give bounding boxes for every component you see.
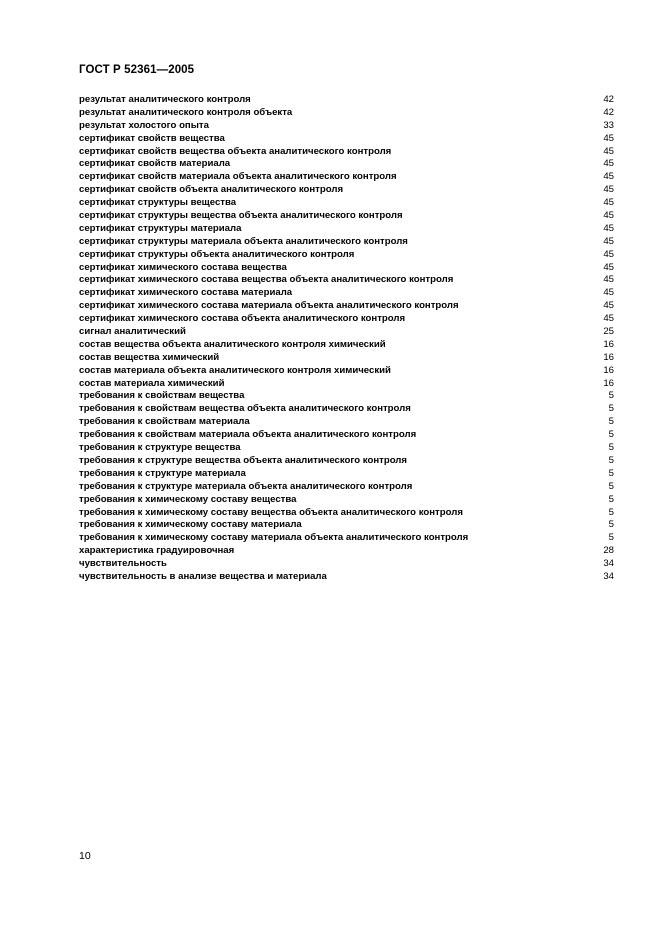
index-page-ref: 45 bbox=[603, 132, 614, 144]
index-term: требования к структуре вещества bbox=[79, 442, 241, 454]
index-entry bbox=[79, 210, 614, 223]
index-term: состав вещества объекта аналитического контроля химический bbox=[79, 338, 386, 350]
index-entry bbox=[79, 171, 614, 184]
index-entry bbox=[79, 545, 614, 558]
index-page-ref: 25 bbox=[603, 326, 614, 338]
index-page-ref: 45 bbox=[603, 210, 614, 222]
index-page-ref: 5 bbox=[608, 454, 614, 466]
index-term: состав материала химический bbox=[79, 377, 225, 389]
index-term: требования к химическому составу материала объекта аналитического контроля bbox=[79, 532, 469, 544]
index-term: требования к химическому составу материала bbox=[79, 519, 302, 531]
index-page-ref: 16 bbox=[603, 364, 614, 376]
index-term: требования к свойствам вещества bbox=[79, 390, 245, 402]
index-page-ref: 5 bbox=[608, 480, 614, 492]
index-page-ref: 42 bbox=[603, 106, 614, 118]
index-term: сертификат химического состава материала bbox=[79, 287, 293, 299]
index-term: сертификат свойств материала bbox=[79, 158, 231, 170]
index-term: требования к свойствам вещества объекта аналитического контроля bbox=[79, 403, 411, 415]
index-entry bbox=[79, 274, 614, 287]
index-page-ref: 5 bbox=[608, 390, 614, 402]
index-term: результат аналитического контроля объекта bbox=[79, 106, 293, 118]
index-term: сертификат свойств вещества bbox=[79, 132, 225, 144]
index-page-ref: 45 bbox=[603, 235, 614, 247]
index-page-ref: 45 bbox=[603, 158, 614, 170]
index-term: требования к химическому составу вещества bbox=[79, 493, 297, 505]
index-page-ref: 45 bbox=[603, 313, 614, 325]
document-header: ГОСТ Р 52361—2005 bbox=[79, 64, 195, 76]
index-page-ref: 5 bbox=[608, 429, 614, 441]
index-entry bbox=[79, 133, 614, 146]
index-entry bbox=[79, 455, 614, 468]
index-term: сертификат химического состава материала объекта аналитического контроля bbox=[79, 300, 459, 312]
index-page-ref: 34 bbox=[603, 570, 614, 582]
index-entry bbox=[79, 532, 614, 545]
index-entry bbox=[79, 107, 614, 120]
index-entry bbox=[79, 365, 614, 378]
index-page-ref: 45 bbox=[603, 197, 614, 209]
index-term: результат аналитического контроля bbox=[79, 94, 251, 105]
index-term: сертификат структуры вещества объекта аналитического контроля bbox=[79, 210, 403, 222]
index-term: сертификат структуры материала bbox=[79, 222, 242, 234]
index-term: сертификат свойств объекта аналитического контроля bbox=[79, 184, 344, 196]
index-term: требования к свойствам материала bbox=[79, 416, 250, 428]
index-page-ref: 45 bbox=[603, 287, 614, 299]
index-term: состав материала объекта аналитического контроля химический bbox=[79, 364, 391, 376]
index-term: требования к структуре материала bbox=[79, 467, 246, 479]
index-entry bbox=[79, 390, 614, 403]
index-entry bbox=[79, 120, 614, 133]
index-entry bbox=[79, 416, 614, 429]
index-entry bbox=[79, 558, 614, 571]
index-entry bbox=[79, 94, 614, 107]
index-entry bbox=[79, 352, 614, 365]
index-page-ref: 16 bbox=[603, 338, 614, 350]
index-entry bbox=[79, 184, 614, 197]
index-page-ref: 45 bbox=[603, 184, 614, 196]
index-page-ref: 5 bbox=[608, 519, 614, 531]
index-entry bbox=[79, 300, 614, 313]
alphabetical-index bbox=[79, 94, 614, 584]
index-term: требования к структуре материала объекта аналитического контроля bbox=[79, 480, 413, 492]
index-entry bbox=[79, 326, 614, 339]
index-term: чувствительность bbox=[79, 558, 167, 570]
index-page-ref: 45 bbox=[603, 261, 614, 273]
index-page-ref: 5 bbox=[608, 403, 614, 415]
index-entry bbox=[79, 249, 614, 262]
index-page-ref: 45 bbox=[603, 145, 614, 157]
index-entry bbox=[79, 429, 614, 442]
index-entry bbox=[79, 197, 614, 210]
index-term: требования к структуре вещества объекта аналитического контроля bbox=[79, 454, 408, 466]
index-page-ref: 5 bbox=[608, 493, 614, 505]
index-page-ref: 34 bbox=[603, 558, 614, 570]
index-term: результат холостого опыта bbox=[79, 119, 209, 131]
index-entry bbox=[79, 403, 614, 416]
index-term: сертификат структуры объекта аналитического контроля bbox=[79, 248, 355, 260]
index-entry bbox=[79, 339, 614, 352]
index-page-ref: 5 bbox=[608, 442, 614, 454]
index-entry bbox=[79, 236, 614, 249]
index-page-ref: 16 bbox=[603, 377, 614, 389]
index-page-ref: 45 bbox=[603, 274, 614, 286]
index-entry bbox=[79, 481, 614, 494]
index-term: сертификат свойств материала объекта аналитического контроля bbox=[79, 171, 397, 183]
index-page-ref: 45 bbox=[603, 300, 614, 312]
index-page-ref: 5 bbox=[608, 467, 614, 479]
index-term: требования к свойствам материала объекта аналитического контроля bbox=[79, 429, 417, 441]
index-page-ref: 5 bbox=[608, 416, 614, 428]
index-entry bbox=[79, 519, 614, 532]
index-page-ref: 5 bbox=[608, 506, 614, 518]
page-number: 10 bbox=[79, 850, 91, 862]
index-page-ref: 45 bbox=[603, 171, 614, 183]
index-term: сертификат химического состава вещества bbox=[79, 261, 287, 273]
index-page-ref: 5 bbox=[608, 532, 614, 544]
index-page-ref: 45 bbox=[603, 222, 614, 234]
index-entry bbox=[79, 378, 614, 391]
index-entry bbox=[79, 287, 614, 300]
index-term: сертификат химического состава вещества объекта аналитического контроля bbox=[79, 274, 454, 286]
index-page-ref: 33 bbox=[603, 119, 614, 131]
index-page-ref: 16 bbox=[603, 351, 614, 363]
index-entry bbox=[79, 223, 614, 236]
index-term: чувствительность в анализе вещества и материала bbox=[79, 570, 327, 582]
index-term: требования к химическому составу вещества объекта аналитического контроля bbox=[79, 506, 463, 518]
index-page-ref: 42 bbox=[603, 94, 614, 105]
index-page-ref: 28 bbox=[603, 545, 614, 557]
index-term: сертификат структуры вещества bbox=[79, 197, 237, 209]
index-term: состав вещества химический bbox=[79, 351, 220, 363]
index-entry bbox=[79, 313, 614, 326]
index-term: характеристика градуировочная bbox=[79, 545, 235, 557]
index-term: сертификат химического состава объекта аналитического контроля bbox=[79, 313, 406, 325]
index-entry bbox=[79, 442, 614, 455]
index-term: сертификат свойств вещества объекта аналитического контроля bbox=[79, 145, 392, 157]
index-entry bbox=[79, 146, 614, 159]
index-entry bbox=[79, 507, 614, 520]
index-page-ref: 45 bbox=[603, 248, 614, 260]
index-term: сигнал аналитический bbox=[79, 326, 186, 338]
index-entry bbox=[79, 571, 614, 584]
index-term: сертификат структуры материала объекта аналитического контроля bbox=[79, 235, 408, 247]
index-entry bbox=[79, 262, 614, 275]
index-entry bbox=[79, 158, 614, 171]
index-entry bbox=[79, 494, 614, 507]
index-entry bbox=[79, 468, 614, 481]
